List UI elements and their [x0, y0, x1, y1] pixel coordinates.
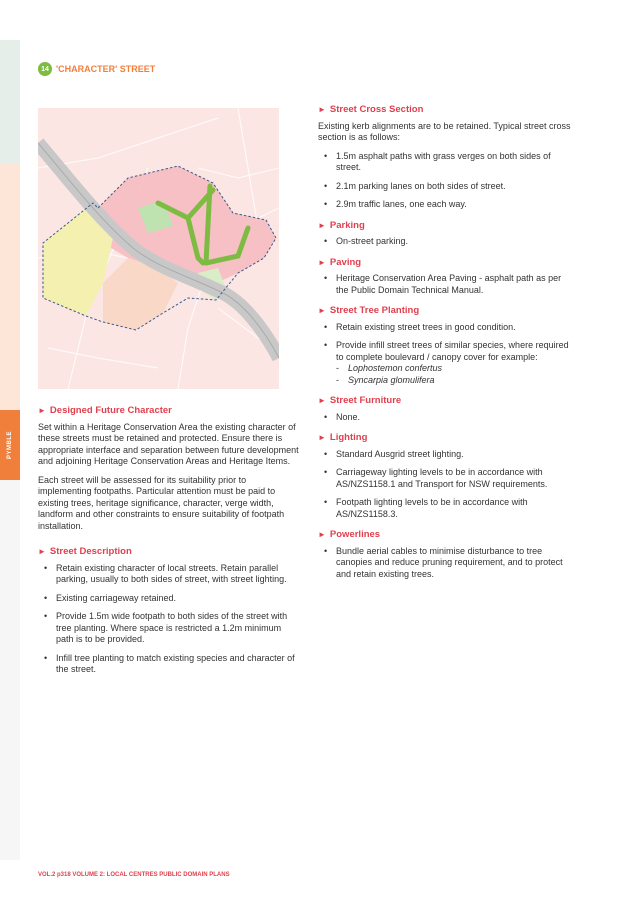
section-heading: Street Furniture: [329, 395, 402, 406]
section-street-tree-planting: [318, 305, 576, 386]
list-item: • Provide 1.5m wide footpath to both sides of the street with tree planting. Where space is restricted a 1.2m minimum path is to be provided.: [44, 611, 288, 644]
list-item: • Heritage Conservation Area Paving - asphalt path as per the Public Domain Technical Manual.: [324, 273, 562, 295]
section-lighting: [318, 432, 576, 520]
list-item: • Retain existing street trees in good condition.: [324, 321, 516, 332]
side-strip-bottom: [0, 480, 20, 860]
side-tab-label: PYMBLE: [7, 430, 14, 460]
section-heading: Paving: [329, 256, 362, 268]
triangle-bullet-icon: ►: [318, 433, 326, 442]
section-heading: Designed Future Character: [49, 405, 172, 416]
list-item: • 2.1m parking lanes on both sides of street.: [324, 180, 506, 191]
section-heading: Street Description: [49, 546, 132, 557]
list-item: • Retain existing character of local streets. Retain parallel parking, usually to both sides of street, with street lighting.: [44, 562, 287, 584]
section-heading: Powerlines: [329, 529, 381, 540]
section-street-description: [38, 546, 300, 676]
paragraph: Set within a Heritage Conservation Area the existing character of these streets must be retained and protected. Ensure there is appropriate interface and separation between future development and adjoining Heritage Conservation Areas and Heritage Items.: [38, 421, 299, 466]
list-item: • Standard Ausgrid street lighting.: [324, 448, 464, 459]
list-item: • Bundle aerial cables to minimise disturbance to tree canopies and reduce pruning requirement, and to protect and retain existing trees.: [324, 545, 563, 579]
street-map: [38, 108, 279, 389]
list-item: • Infill tree planting to match existing species and character of the street.: [44, 652, 295, 674]
bullet-list: [318, 546, 576, 581]
list-item: • On-street parking.: [324, 236, 409, 246]
section-designed-future-character: [38, 405, 300, 532]
bullet-list: [318, 151, 576, 211]
side-tab-label-wrap: [0, 410, 20, 480]
side-strip-middle: [0, 164, 20, 410]
bullet-list: [318, 449, 576, 521]
section-heading: Street Cross Section: [329, 104, 424, 115]
list-item: • Provide infill street trees of similar species, where required to complete boulevard / canopy cover for example: - Lophostemon confertus - Syncarpia glomulifera: [318, 340, 576, 386]
triangle-bullet-icon: ►: [318, 220, 326, 230]
side-strip-top: [0, 40, 20, 164]
right-column: [318, 104, 576, 589]
list-item: • Carriageway lighting levels to be in accordance with AS/NZS1158.1 and Transport for NSW requirements.: [324, 467, 548, 489]
section-number-badge: 14: [38, 62, 52, 76]
list-item: • 1.5m asphalt paths with grass verges on both sides of street.: [324, 150, 551, 172]
paragraph: Existing kerb alignments are to be retained. Typical street cross section is as follows:: [318, 120, 571, 142]
list-item: • None.: [324, 411, 361, 422]
list-item: • 2.9m traffic lanes, one each way.: [324, 199, 467, 209]
section-street-furniture: [318, 395, 576, 423]
section-street-cross-section: [318, 104, 576, 211]
list-item: • Existing carriageway retained.: [44, 592, 177, 603]
bullet-list: [318, 236, 576, 248]
triangle-bullet-icon: ►: [318, 530, 326, 539]
triangle-bullet-icon: ►: [318, 306, 326, 315]
section-heading: Parking: [329, 219, 365, 231]
section-heading: Lighting: [329, 432, 368, 443]
section-parking: [318, 220, 576, 248]
list-item: • Footpath lighting levels to be in accordance with AS/NZS1158.3.: [324, 497, 528, 519]
triangle-bullet-icon: ►: [38, 406, 46, 415]
bullet-list: [38, 563, 300, 676]
triangle-bullet-icon: ►: [318, 105, 326, 114]
bullet-list: [318, 273, 576, 296]
section-powerlines: [318, 529, 576, 580]
left-column: [38, 405, 300, 685]
page-footer: VOL.2 p318 VOLUME 2: LOCAL CENTRES PUBLIC DOMAIN PLANS: [38, 872, 230, 878]
triangle-bullet-icon: ►: [38, 547, 46, 556]
bullet-list: [318, 322, 576, 387]
bullet-list: [318, 412, 576, 424]
page-title: 'CHARACTER' STREET: [56, 64, 156, 74]
triangle-bullet-icon: ►: [318, 257, 326, 267]
species-item: - Lophostemon confertus: [336, 363, 443, 373]
page-header: [38, 62, 155, 76]
paragraph: Each street will be assessed for its suitability prior to implementing footpaths. Particular attention must be paid to existing trees, heritage significance, character, verge width, landform and other constraints to ensure suitability of footpath installation.: [38, 474, 285, 531]
section-paving: [318, 257, 576, 297]
species-item: - Syncarpia glomulifera: [336, 374, 435, 385]
triangle-bullet-icon: ►: [318, 396, 326, 405]
section-heading: Street Tree Planting: [329, 305, 420, 316]
